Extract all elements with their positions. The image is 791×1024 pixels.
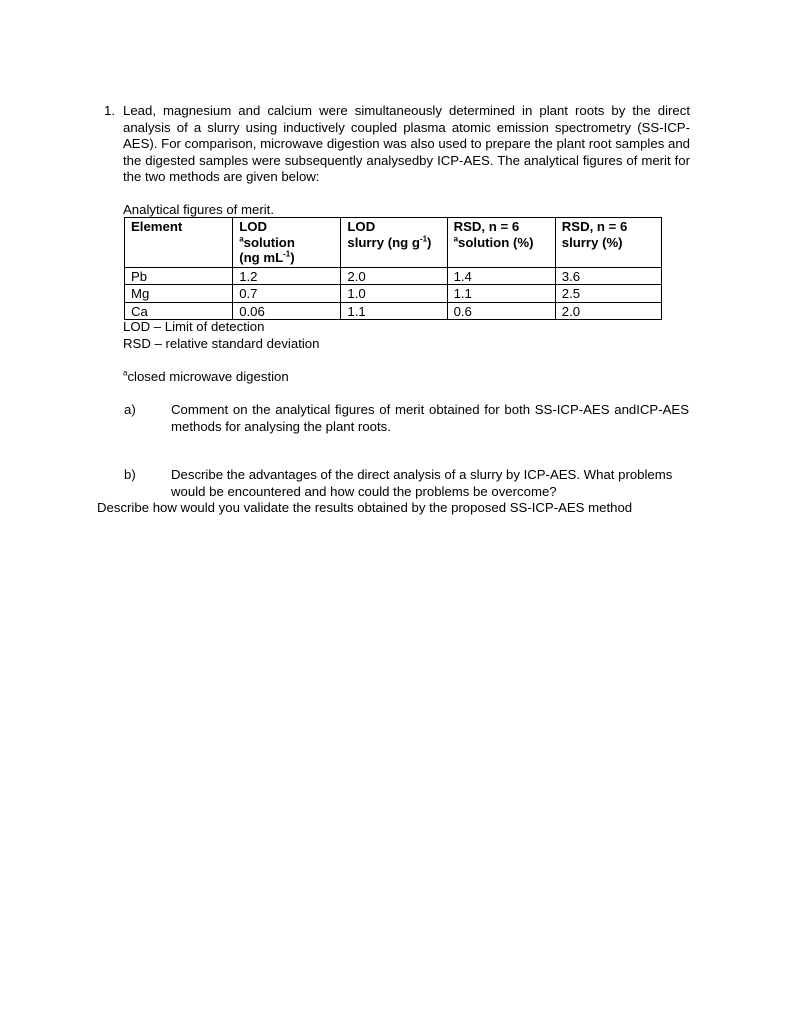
- table-cell: 3.6: [555, 267, 661, 285]
- header-lod-slurry: LOD slurry (ng $g^{-1}$): [341, 218, 447, 268]
- table-cell: Ca: [125, 302, 233, 320]
- table-cell: 1.4: [447, 267, 555, 285]
- question-intro: Lead, magnesium and calcium were simultaneously determined in plant roots by the direct analysis of a slurry using inductively coupled plasma atomic emission spectrometry (SS-ICP-AES). For comparison, microwave digestion was also used to prepare the plant root samples and the digested samples were subsequently analysedby ICP-AES. The analytical figures of merit for the two methods are given below:: [123, 103, 690, 185]
- table-row: [125, 302, 662, 320]
- header-rsd-solution: RSD, n = 6 $^a$solution (%): [447, 218, 555, 268]
- table-cell: 0.6: [447, 302, 555, 320]
- table-cell: Pb: [125, 267, 233, 285]
- question-number: 1.: [104, 103, 115, 118]
- table-cell: 1.1: [341, 302, 447, 320]
- table-cell: 0.06: [233, 302, 341, 320]
- part-b-text: Describe the advantages of the direct analysis of a slurry by ICP-AES. What problems would be encountered and how could the problems be overcome?: [171, 467, 673, 499]
- header-rsd-slurry: RSD, n = 6 slurry (%): [555, 218, 661, 268]
- rsd-definition: RSD – relative standard deviation: [123, 336, 320, 351]
- table-cell: 1.2: [233, 267, 341, 285]
- table-cell: 1.1: [447, 285, 555, 303]
- table-row: [125, 267, 662, 285]
- table-cell: 0.7: [233, 285, 341, 303]
- validation-question: Describe how would you validate the results obtained by the proposed SS-ICP-AES method: [97, 500, 633, 515]
- table-caption: Analytical figures of merit.: [123, 202, 274, 217]
- figures-of-merit-table: [124, 217, 662, 320]
- table-header-row: [125, 218, 662, 268]
- table-cell: 2.0: [555, 302, 661, 320]
- table-cell: 2.0: [341, 267, 447, 285]
- part-a-label: a): [124, 402, 136, 417]
- table-cell: 1.0: [341, 285, 447, 303]
- part-b-label: b): [124, 467, 136, 482]
- lod-definition: LOD – Limit of detection: [123, 319, 265, 334]
- table-row: [125, 285, 662, 303]
- part-a-text: Comment on the analytical figures of merit obtained for both SS-ICP-AES andICP-AES methods for analysing the plant roots.: [171, 402, 689, 434]
- table-cell: Mg: [125, 285, 233, 303]
- header-element: Element: [125, 218, 233, 268]
- header-lod-solution: LOD $^a$solution (ng $mL^{-1}$): [233, 218, 341, 268]
- footnote: $^a$closed microwave digestion: [123, 368, 289, 384]
- table-cell: 2.5: [555, 285, 661, 303]
